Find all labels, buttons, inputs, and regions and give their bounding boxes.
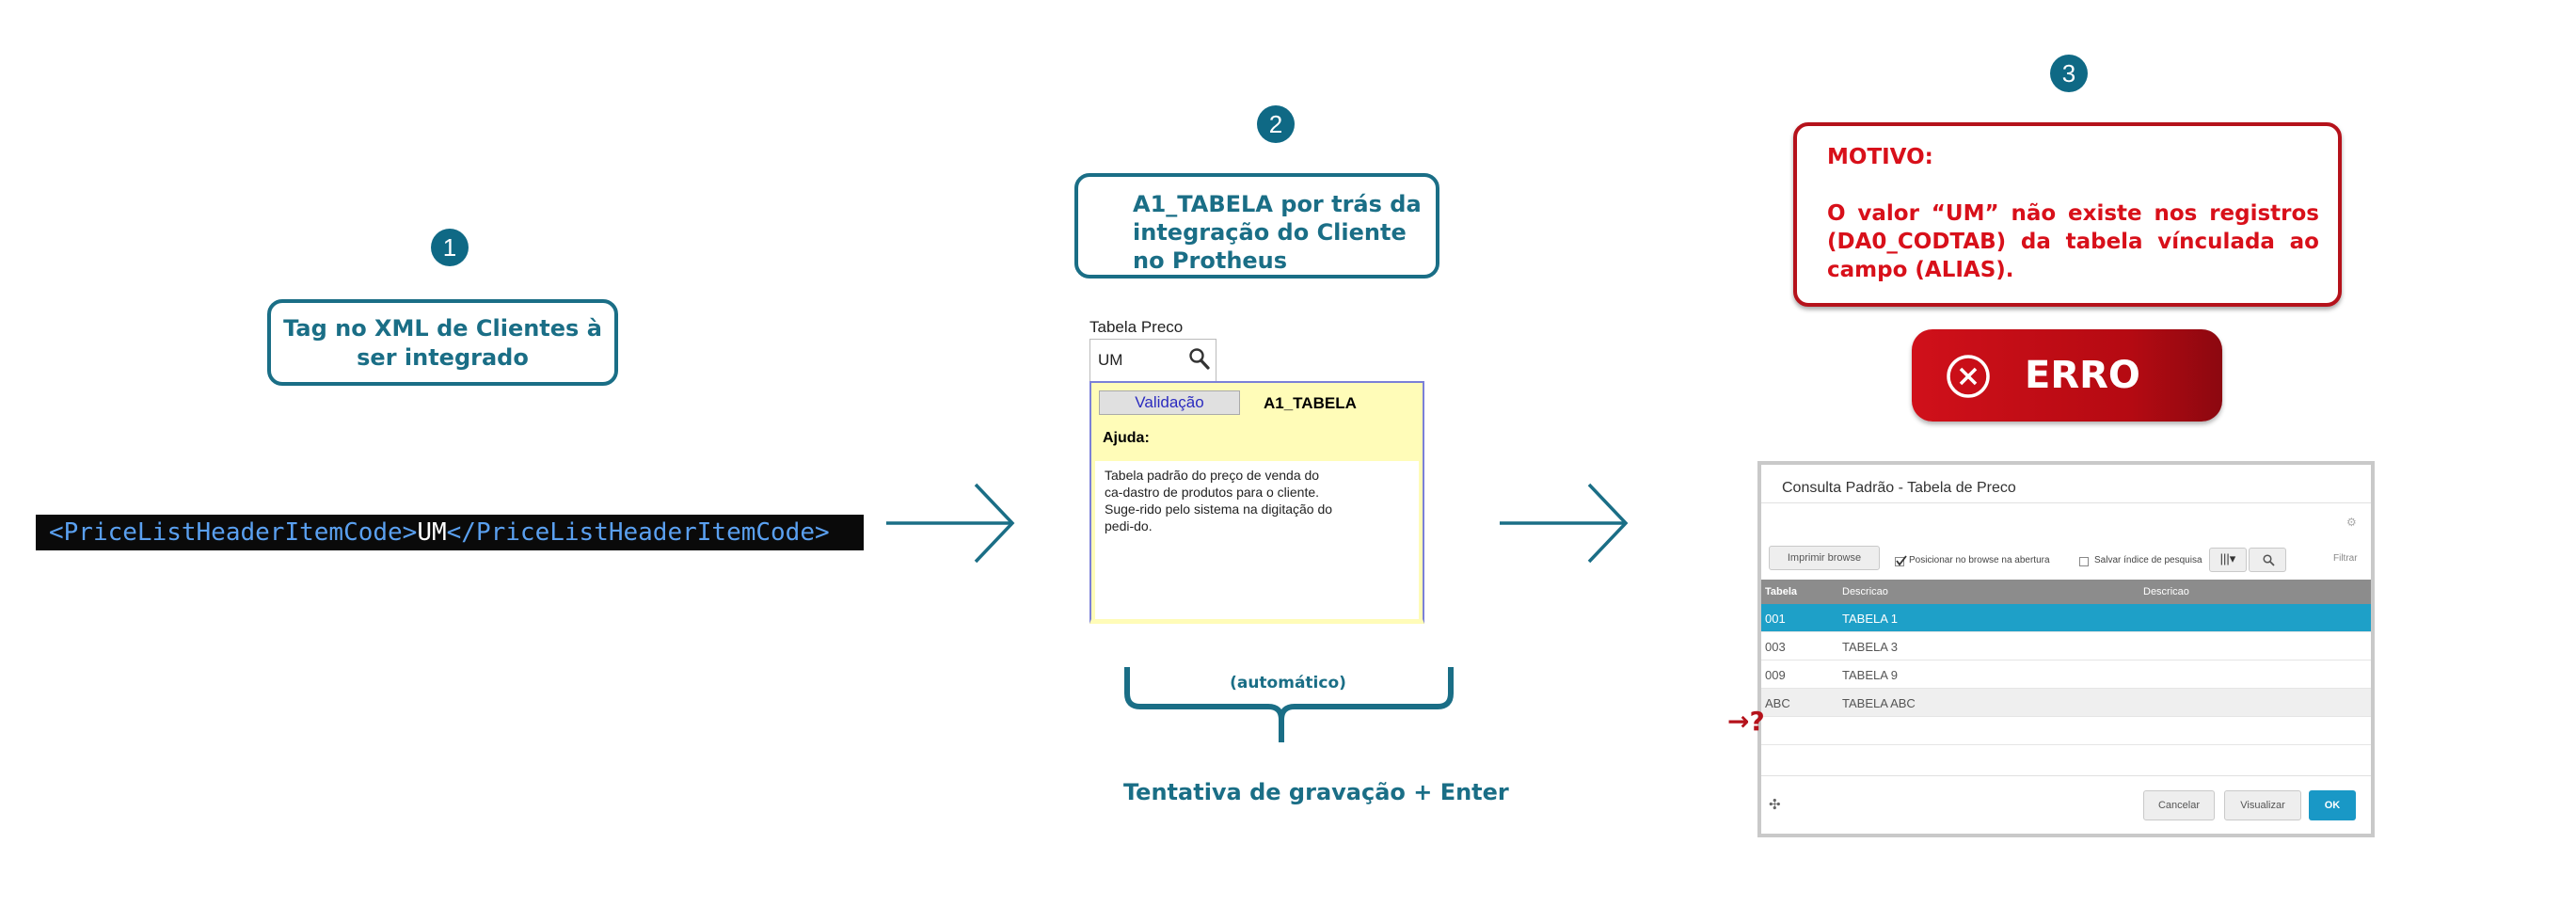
title-divider [1761, 502, 2371, 503]
dialog-title: Consulta Padrão - Tabela de Preco [1782, 480, 2016, 496]
consulta-padrao-dialog [1757, 461, 2375, 837]
step-1-callout [267, 299, 618, 386]
action-label: Tentativa de gravação + Enter [1123, 779, 1509, 805]
cell-desc: TABELA 1 [1842, 612, 1899, 626]
footer-divider [1761, 775, 2371, 776]
option-label: Salvar índice de pesquisa [2094, 555, 2202, 565]
cell-code: 001 [1765, 612, 1786, 626]
step-3-badge: 3 [2050, 55, 2088, 92]
cell-code: 009 [1765, 668, 1786, 682]
flow-arrow-1 [884, 482, 1016, 565]
column-header[interactable]: Descricao [1842, 586, 1888, 597]
motivo-box [1793, 122, 2342, 307]
xml-tag-snippet [36, 515, 864, 550]
callout-line: ser integrado [357, 344, 529, 371]
callout-line: Tag no XML de Clientes à [283, 315, 602, 342]
cell-code: 003 [1765, 640, 1786, 654]
help-popup [1089, 381, 1424, 624]
error-x-icon [1946, 354, 1991, 403]
table-row[interactable] [1761, 660, 2371, 689]
step-2-badge: 2 [1257, 105, 1295, 143]
error-banner [1912, 329, 2222, 422]
step-2-callout [1074, 173, 1439, 278]
move-icon[interactable]: ✣ [1769, 797, 1781, 813]
cell-desc: TABELA ABC [1842, 696, 1916, 710]
checkbox-salvar-indice[interactable] [2079, 557, 2089, 566]
flow-arrow-2 [1498, 482, 1630, 565]
tab-validacao[interactable]: Validação [1099, 390, 1240, 415]
motivo-line: O valor “UM” não existe nos registros [1827, 201, 2319, 226]
step-1-badge: 1 [431, 229, 469, 266]
gear-icon[interactable]: ⚙ [2346, 516, 2357, 529]
help-line: Tabela padrão do preço de venda do [1105, 468, 1320, 483]
xml-open-tag: <PriceListHeaderItemCode> [49, 518, 418, 547]
cancel-button[interactable]: Cancelar [2143, 790, 2215, 820]
cell-desc: TABELA 9 [1842, 668, 1899, 682]
table-row[interactable] [1761, 689, 2371, 717]
search-icon[interactable] [1188, 347, 1211, 375]
field-label: Tabela Preco [1089, 318, 1184, 336]
checkbox-posicionar[interactable] [1895, 557, 1904, 566]
table-header [1761, 580, 2371, 604]
option-label: Posicionar no browse na abertura [1909, 555, 2050, 565]
motivo-line: (DA0_CODTAB) da tabela vínculada ao [1827, 230, 2319, 254]
brace-label: (automático) [1230, 674, 1346, 692]
callout-line: no Protheus [1133, 247, 1288, 274]
help-line: Suge-rido pelo sistema na digitação do [1105, 501, 1333, 517]
cell-desc: TABELA 3 [1842, 640, 1899, 654]
column-header[interactable]: Descricao [2143, 586, 2189, 597]
motivo-line: campo (ALIAS). [1827, 258, 2014, 282]
help-title: Ajuda: [1103, 430, 1150, 446]
xml-close-tag: </PriceListHeaderItemCode> [446, 518, 830, 547]
ok-button[interactable]: OK [2309, 790, 2356, 820]
motivo-text [1827, 199, 2319, 284]
help-text [1095, 461, 1419, 619]
help-line: ca-dastro de produtos para o cliente. [1105, 485, 1320, 500]
xml-value: UM [417, 518, 447, 547]
filter-link[interactable]: Filtrar [2333, 553, 2358, 564]
view-button[interactable]: Visualizar [2224, 790, 2301, 820]
columns-menu-button[interactable]: |||▾ [2209, 548, 2247, 572]
missing-value-marker: →? [1727, 706, 1765, 737]
empty-row [1761, 717, 2371, 745]
help-line: pedi-do. [1105, 518, 1153, 533]
table-row[interactable] [1761, 632, 2371, 660]
tabela-preco-field[interactable] [1089, 339, 1216, 382]
search-button[interactable] [2249, 548, 2286, 572]
error-label: ERRO [2025, 354, 2140, 397]
column-header[interactable]: Tabela [1765, 586, 1798, 597]
print-browse-button[interactable]: Imprimir browse [1769, 546, 1880, 570]
callout-line: A1_TABELA por trás da [1133, 191, 1422, 217]
field-value: UM [1098, 351, 1123, 369]
table-row[interactable] [1761, 604, 2371, 632]
field-name: A1_TABELA [1264, 394, 1357, 412]
motivo-title: MOTIVO: [1827, 145, 1933, 169]
callout-line: integração do Cliente [1133, 219, 1407, 246]
cell-code: ABC [1765, 696, 1790, 710]
